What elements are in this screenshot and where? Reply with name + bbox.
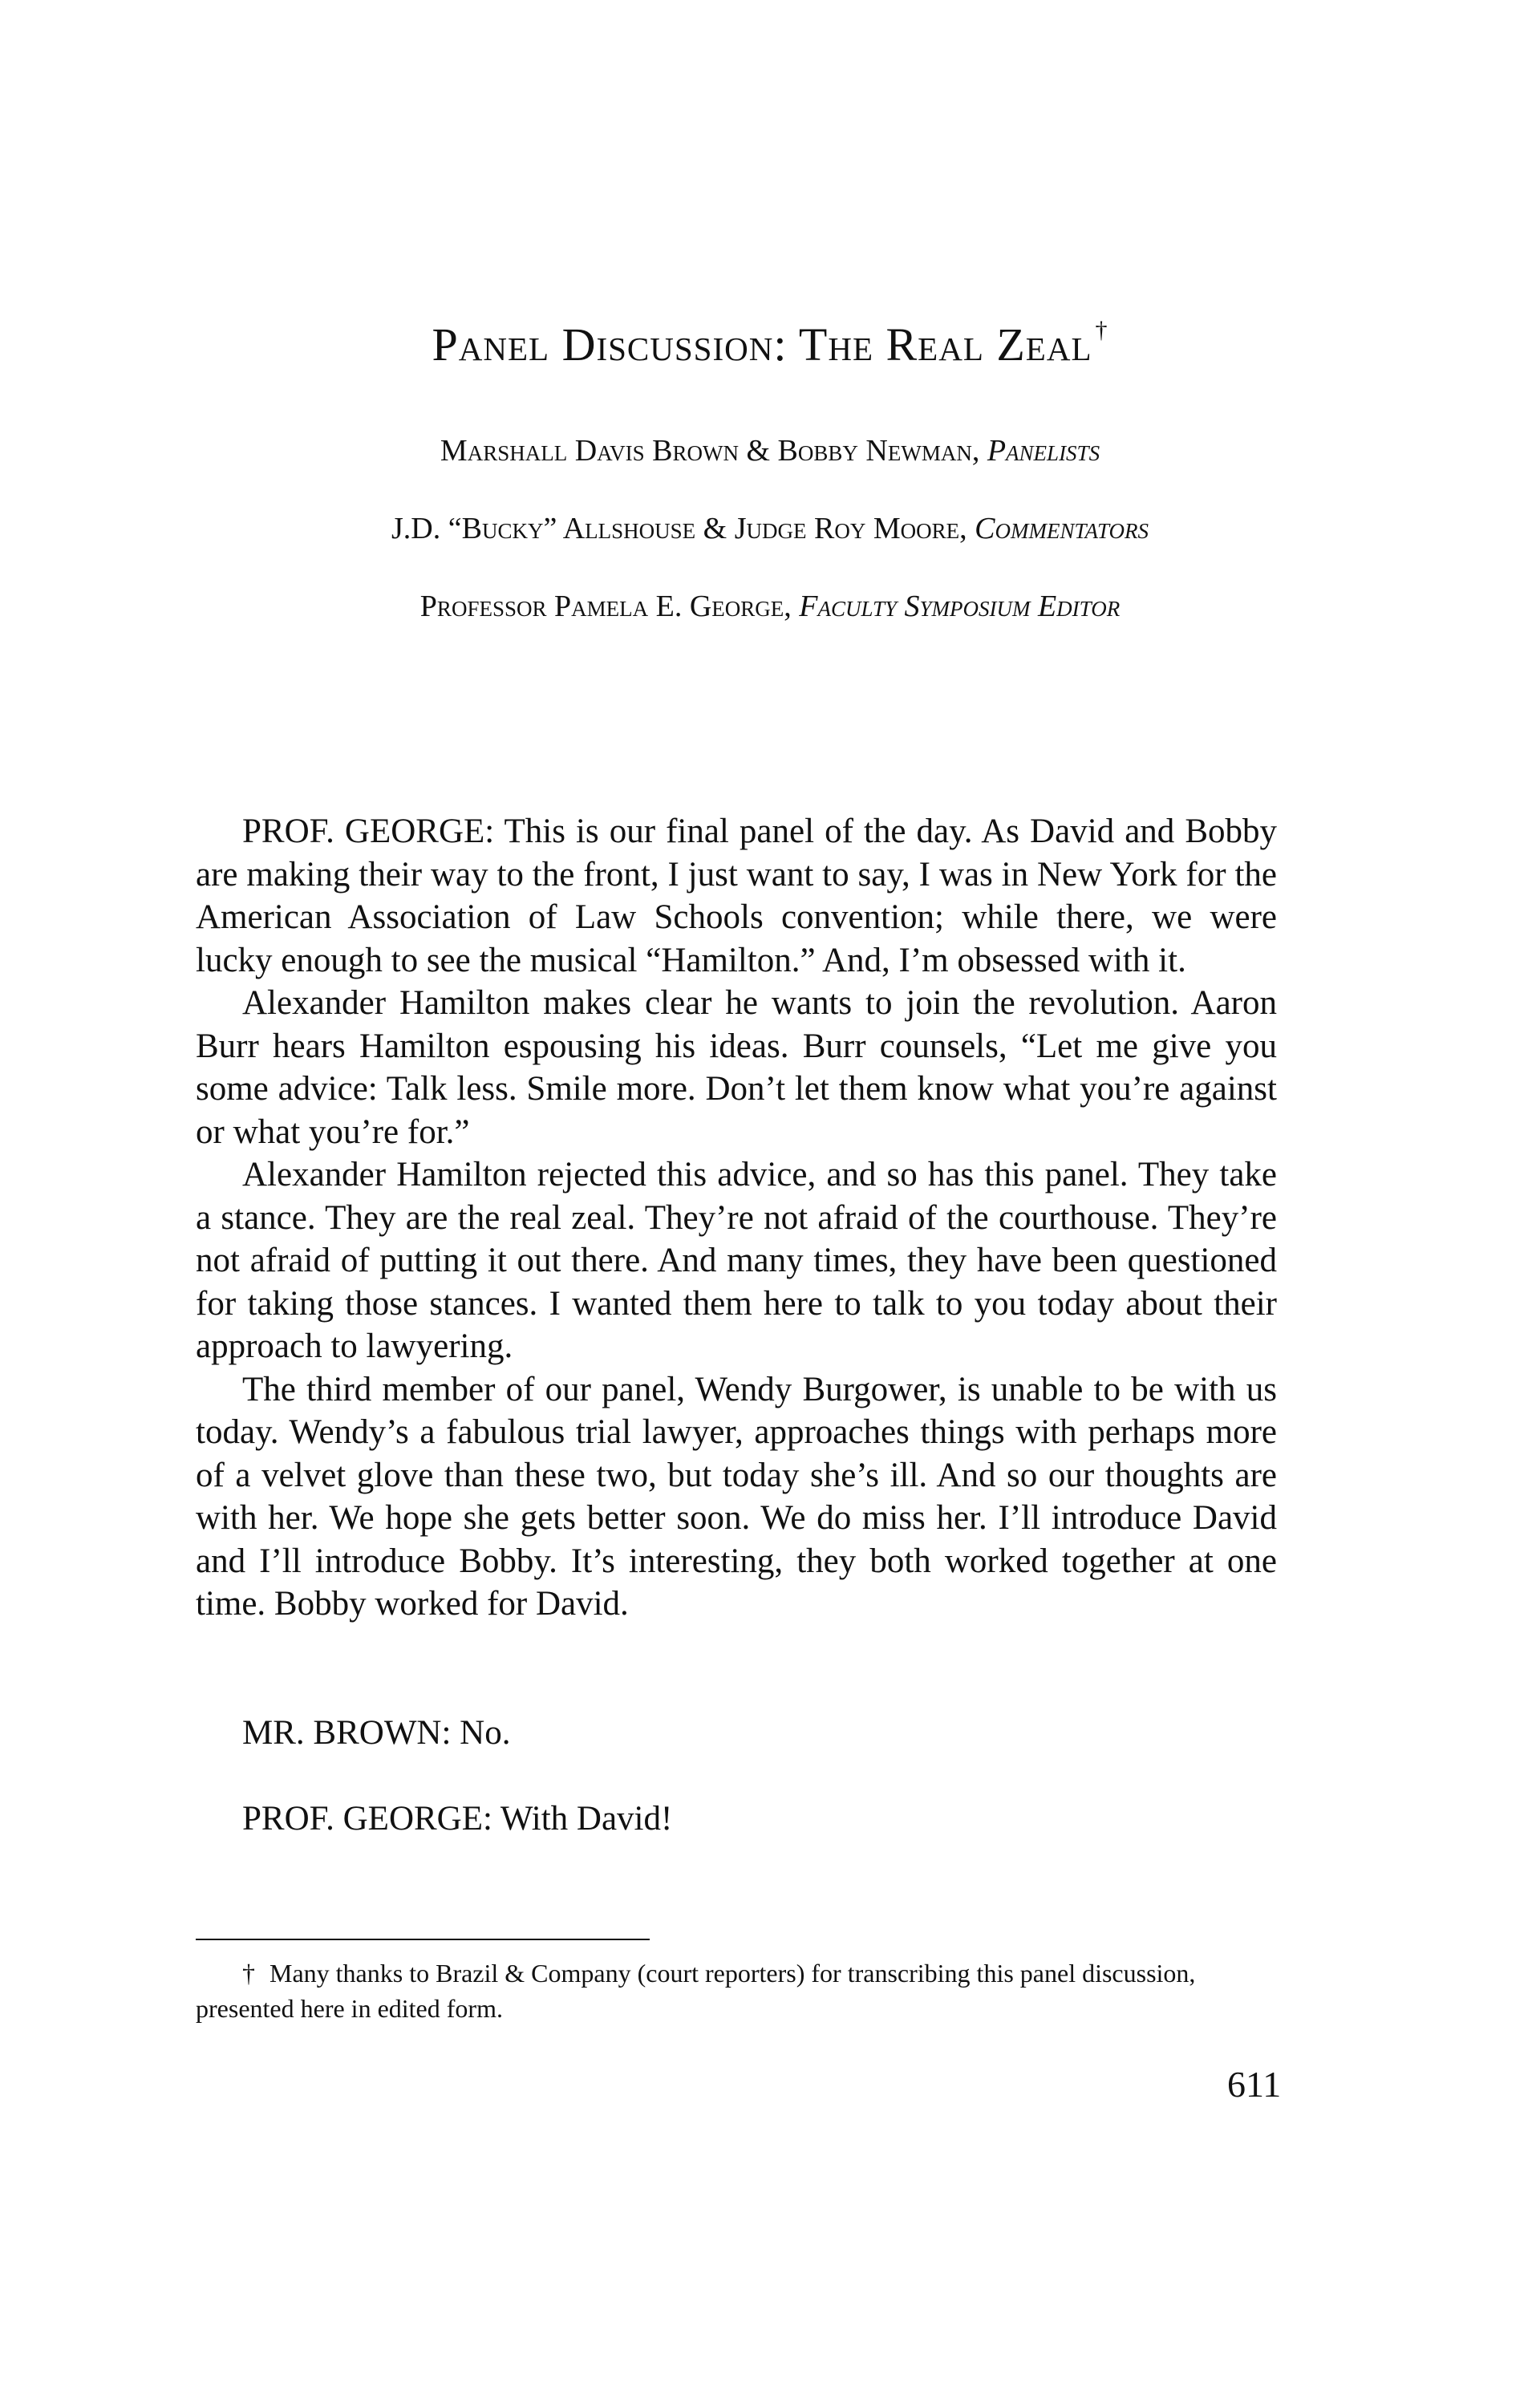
title-footnote-mark: † <box>1095 317 1108 343</box>
footnote-divider <box>196 1939 650 1940</box>
byline-names: Marshall Davis Brown & Bobby Newman, <box>440 434 987 468</box>
paragraph: PROF. GEORGE: This is our final panel of the day. As David and Bobby are making their way to the front, I just want to say, I was in New York for the American Association of Law Schools convention; while there, we were lucky enough to see the musical “Hamilton.” And, I’m obsessed with it. <box>196 813 1277 979</box>
paragraph: Alexander Hamilton rejected this advice, and so has this panel. They take a stance. They are the real zeal. They’re not afraid of the courthouse. They’re not afraid of putting it out there. And many times, they have been questioned for taking those stances. I wanted them here to talk to you today about their approach to lawyering. <box>196 1156 1277 1365</box>
body-text <box>196 810 1277 1626</box>
article-title <box>0 317 1540 371</box>
byline-editor <box>0 589 1540 624</box>
footnote <box>196 1955 1277 2026</box>
paragraph: Alexander Hamilton makes clear he wants to join the revolution. Aaron Burr hears Hamilton espousing his ideas. Burr counsels, “Let me give you some advice: Talk less. Smile more. Don’t let them know what you’re against or what you’re for.” <box>196 984 1277 1151</box>
footnote-text: Many thanks to Brazil & Company (court reporters) for transcribing this panel discussion, presented here in edited form. <box>196 1959 1196 2023</box>
footnote-mark: † <box>242 1959 255 1988</box>
byline-role: Panelists <box>987 434 1100 468</box>
exchange-line: PROF. GEORGE: With David! <box>242 1800 673 1838</box>
byline-role: Commentators <box>975 512 1149 545</box>
byline-commentators <box>0 511 1540 546</box>
byline-panelists <box>0 433 1540 468</box>
byline-names: Professor Pamela E. George, <box>419 590 800 623</box>
article-title-text: Panel Discussion: The Real Zeal <box>432 318 1092 371</box>
paragraph: The third member of our panel, Wendy Burgower, is unable to be with us today. Wendy’s a fabulous trial lawyer, approaches things with perhaps more of a velvet glove than these two, but today she’s ill. And so our thoughts are with her. We hope she gets better soon. We do miss her. I’ll introduce David and I’ll introduce Bobby. It’s interesting, they both worked together at one time. Bobby worked for David. <box>196 1370 1277 1623</box>
page-number: 611 <box>1227 2064 1282 2105</box>
byline-names: J.D. “Bucky” Allshouse & Judge Roy Moore, <box>391 512 975 545</box>
exchange-line: MR. BROWN: No. <box>242 1714 511 1752</box>
byline-role: Faculty Symposium Editor <box>799 590 1121 623</box>
